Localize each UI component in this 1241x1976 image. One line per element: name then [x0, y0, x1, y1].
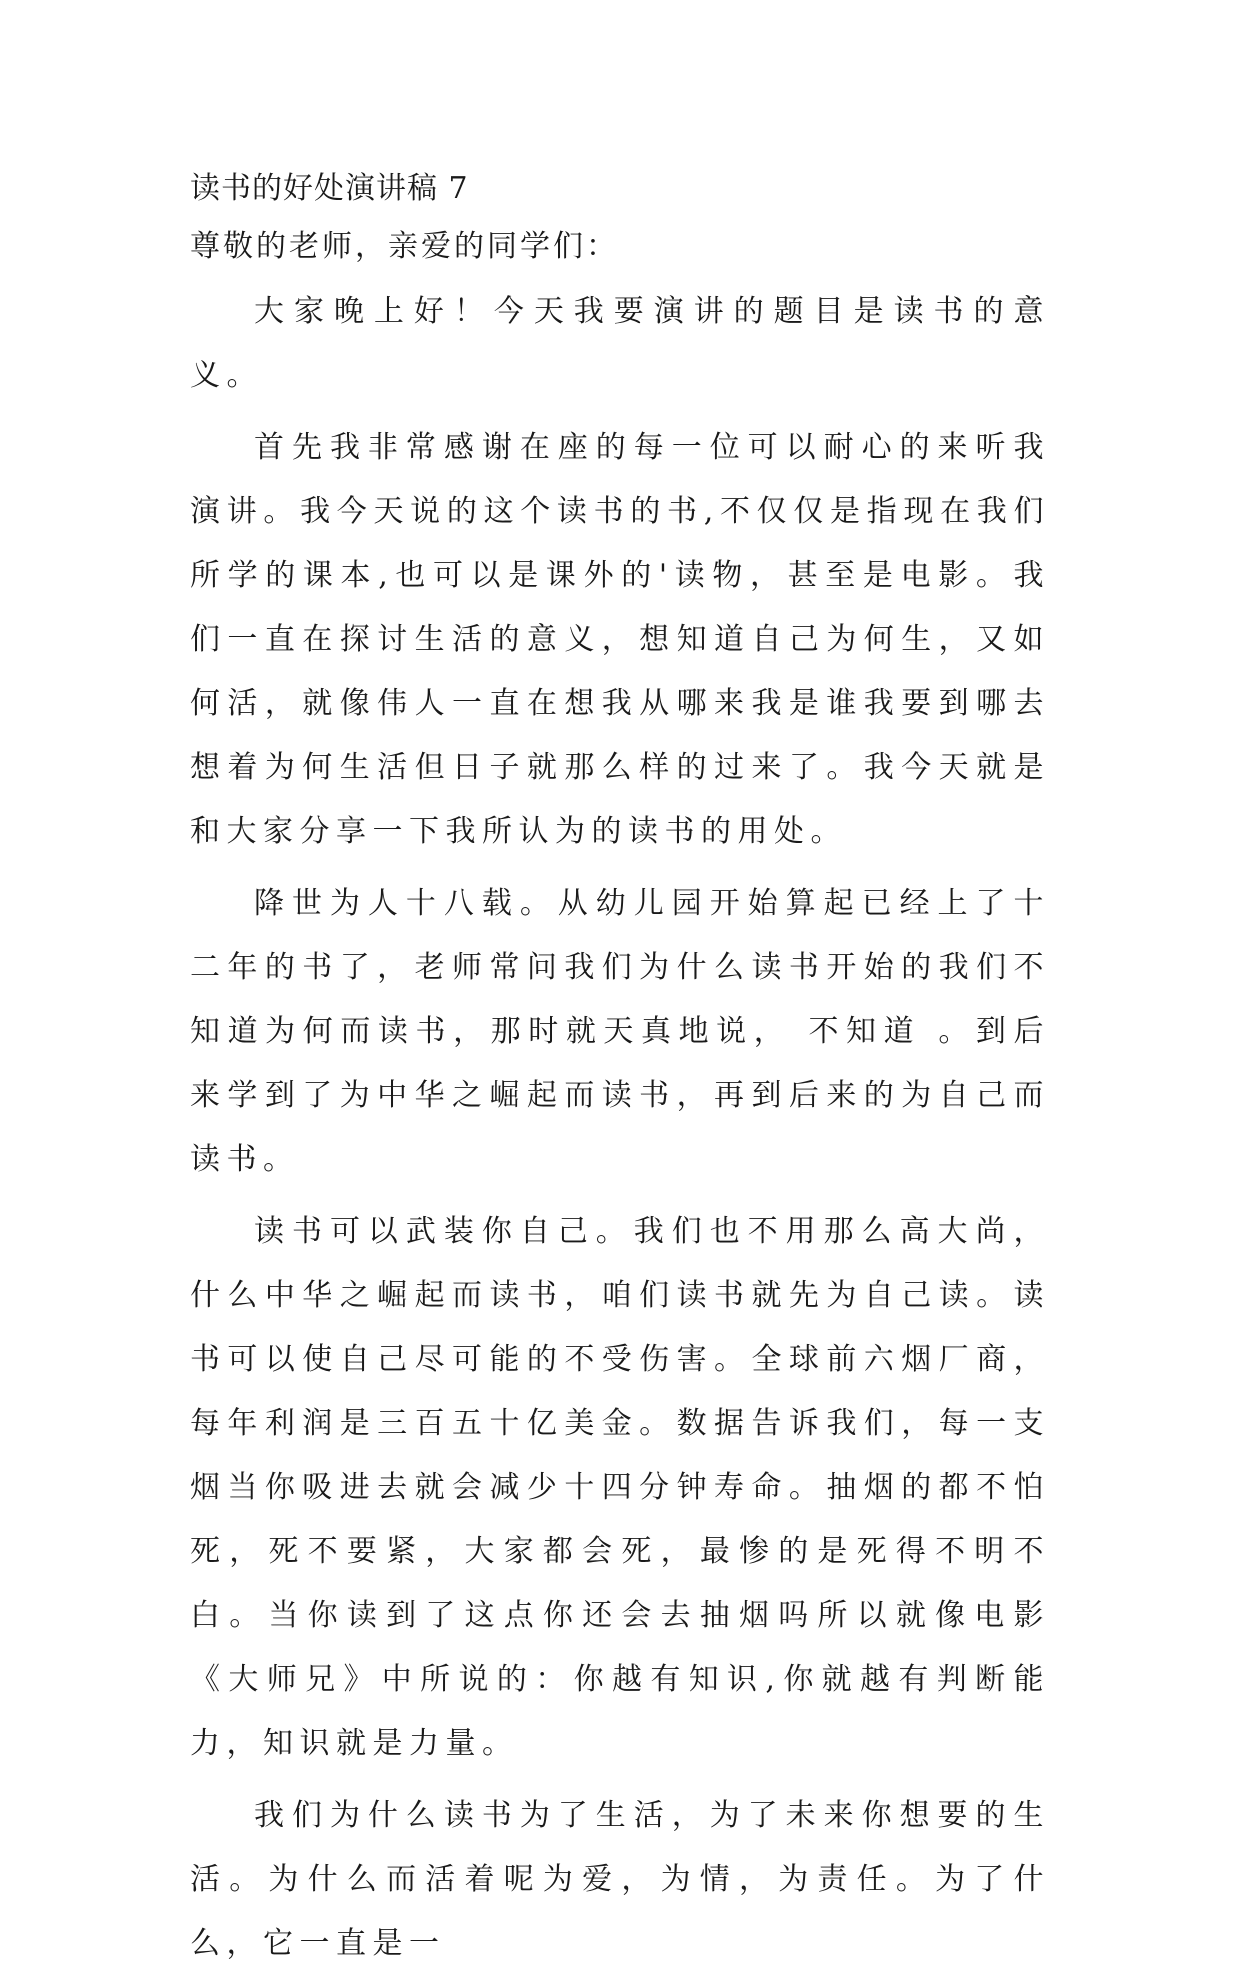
document-title: 读书的好处演讲稿 7 — [190, 171, 469, 206]
paragraph-arm-yourself: 读书可以武装你自己。我们也不用那么高大尚，什么中华之崛起而读书，咱们读书就先为自己读。读书可以使自己尽可能的不受伤害。全球前六烟厂商，每年利润是三百五十亿美金。数据告诉我们，每一支烟当你吸进去就会减少十四分钟寿命。抽烟的都不怕死，死不要紧，大家都会死，最惨的是死得不明不白。当你读到了这点你还会去抽烟吗所以就像电影《大师兄》中所说的：你越有知识,你就越有判断能力，知识就是力量。 — [190, 1214, 1050, 1761]
document-body — [190, 160, 1050, 1976]
salutation: 尊敬的老师，亲爱的同学们： — [190, 229, 619, 264]
paragraph-introduction: 首先我非常感谢在座的每一位可以耐心的来听我演讲。我今天说的这个读书的书,不仅仅是指现在我们所学的课本,也可以是课外的'读物，甚至是电影。我们一直在探讨生活的意义，想知道自己为何生，又如何活，就像伟人一直在想我从哪来我是谁我要到哪去想着为何生活但日子就那么样的过来了。我今天就是和大家分享一下我所认为的读书的用处。 — [190, 430, 1050, 849]
paragraph-greeting: 大家晚上好！今天我要演讲的题目是读书的意义。 — [190, 294, 1050, 393]
paragraph-why-read: 我们为什么读书为了生活，为了未来你想要的生活。为什么而活着呢为爱，为情，为责任。为了什么，它一直是一 — [190, 1798, 1050, 1961]
paragraph-eighteen-years: 降世为人十八载。从幼儿园开始算起已经上了十二年的书了，老师常问我们为什么读书开始的我们不知道为何而读书，那时就天真地说， 不知道 。到后来学到了为中华之崛起而读书，再到后来的为自己而读书。 — [190, 886, 1050, 1177]
